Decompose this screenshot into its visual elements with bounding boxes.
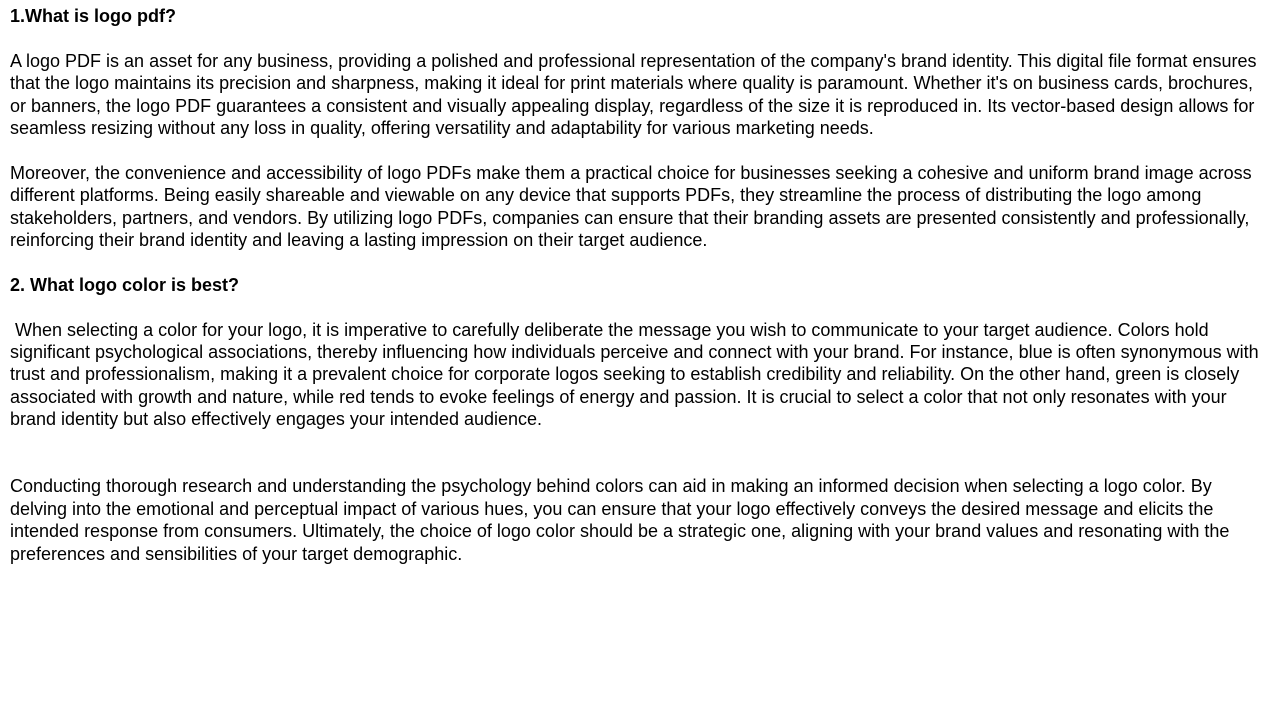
blank-line (10, 431, 1272, 453)
paragraph-logo-pdf-convenience: Moreover, the convenience and accessibility of logo PDFs make them a practical choice for businesses seeking a cohesive and uniform brand image across different platforms. Being easily shareable and viewable on any device that supports PDFs, they streamline the process of distributing the logo among stakeholders, partners, and vendors. By utilizing logo PDFs, companies can ensure that their branding assets are presented consistently and professionally, reinforcing their brand identity and leaving a lasting impression on their target audience. (10, 162, 1257, 251)
paragraph-logo-color-selection: When selecting a color for your logo, it is imperative to carefully deliberate the message you wish to communicate to your target audience. Colors hold significant psychological associations, thereby influencing how individuals perceive and connect with your brand. For instance, blue is often synonymous with trust and professionalism, making it a prevalent choice for corporate logos seeking to establish credibility and reliability. On the other hand, green is closely associated with growth and nature, while red tends to evoke feelings of energy and passion. It is crucial to select a color that not only resonates with your brand identity but also effectively engages your intended audience. (10, 319, 1264, 430)
section-heading-logo-color: 2. What logo color is best? (10, 274, 240, 295)
section-heading-logo-pdf: 1.What is logo pdf? (10, 6, 176, 26)
paragraph-logo-pdf-intro: A logo PDF is an asset for any business, providing a polished and professional representation of the company's brand identity. This digital file format ensures that the logo maintains its precision and sharpness, making it ideal for print materials where quality is paramount. Whether it's on business cards, brochures, or banners, the logo PDF guarantees a consistent and visually appealing display, regardless of the size it is reproduced in. Its vector-based design allows for seamless resizing without any loss in quality, offering versatility and adaptability for various marketing needs. (10, 50, 1262, 139)
paragraph-logo-color-research: Conducting thorough research and understanding the psychology behind colors can aid in making an informed decision when selecting a logo color. By delving into the emotional and perceptual impact of various hues, you can ensure that your logo effectively conveys the desired message and elicits the intended response from consumers. Ultimately, the choice of logo color should be a strategic one, aligning with your brand values and resonating with the preferences and sensibilities of your target demographic. (10, 476, 1235, 564)
